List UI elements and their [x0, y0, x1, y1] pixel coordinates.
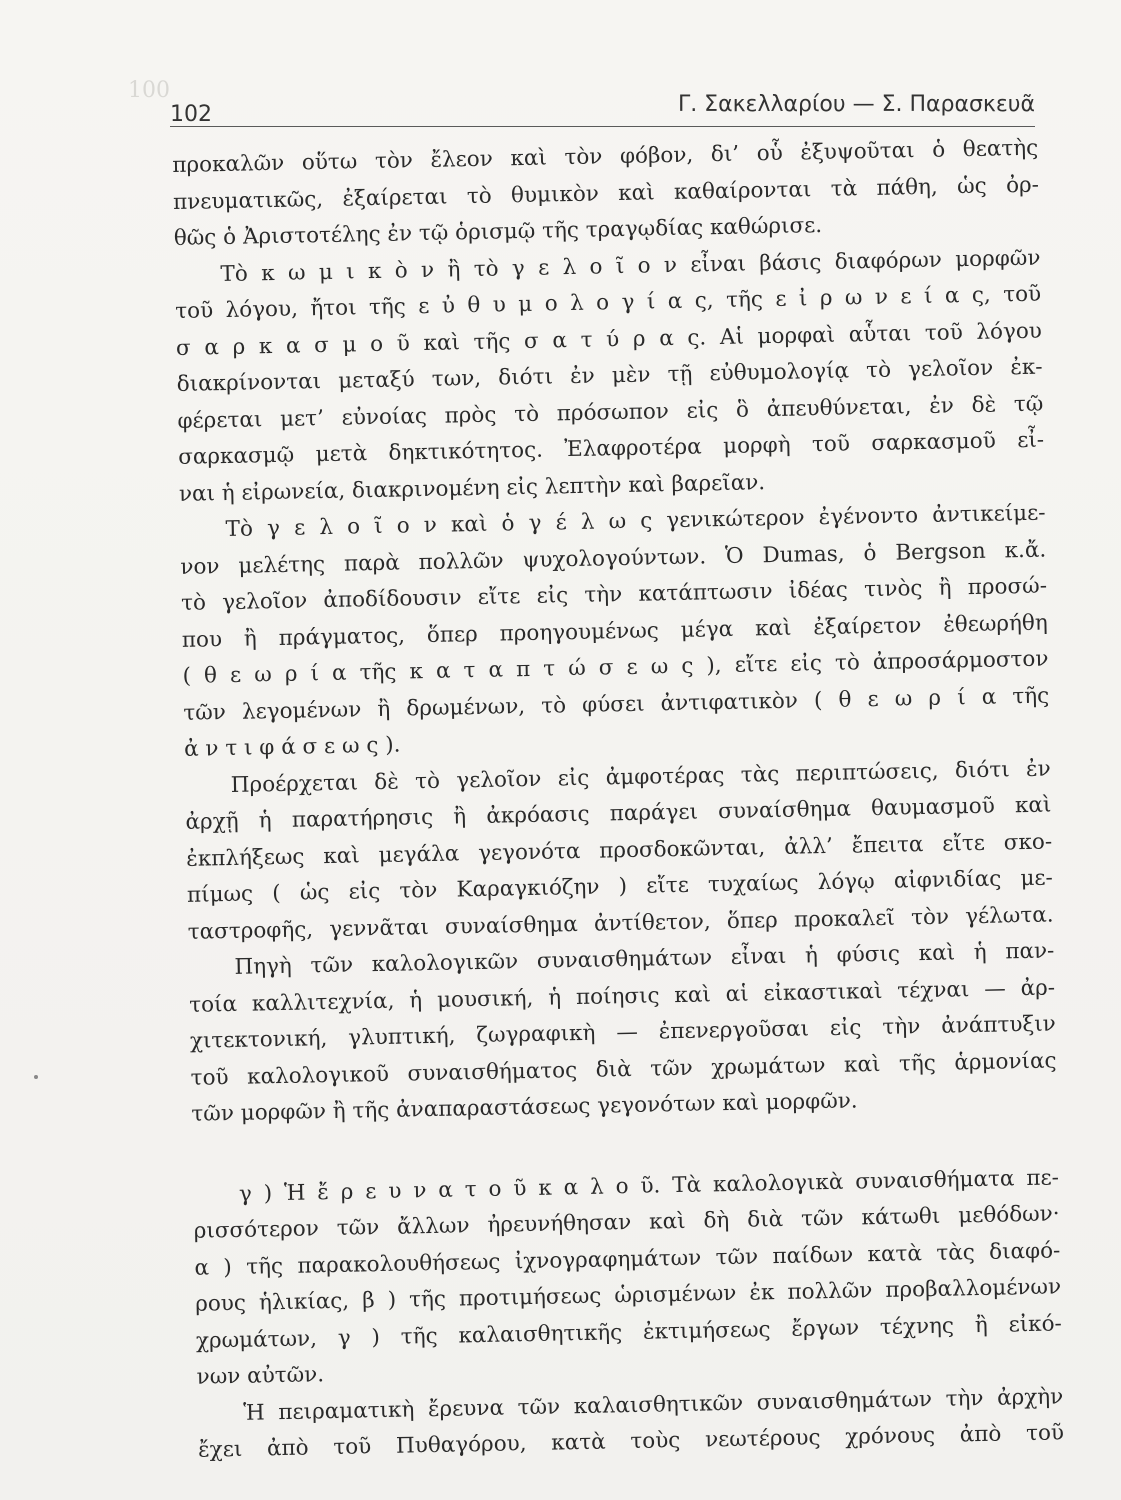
text-line: διακρίνονται μεταξύ των, διότι ἐν μὲν τῇ εὐθυμολογίᾳ τὸ γελοῖον ἐκ- [176, 354, 1043, 397]
text-line: πνευματικῶς, ἐξαίρεται τὸ θυμικὸν καὶ καθαίρονται τὰ πάθη, ὡς ὀρ- [172, 172, 1040, 215]
text-line: τοῦ λόγου, ἤτοι τῆς ε ὐ θ υ μ ο λ ο γ ί α ς, τῆς ε ἰ ρ ω ν ε ί α ς, τοῦ [175, 281, 1042, 324]
page-number: 102 [170, 102, 212, 127]
text-line: προκαλῶν οὕτω τὸν ἔλεον καὶ τὸν φόβον, δι’ οὗ ἐξυψοῦται ὁ θεατὴς [172, 135, 1039, 178]
text-line: Πηγὴ τῶν καλολογικῶν συναισθημάτων εἶναι ἡ φύσις καὶ ἡ παν- [234, 938, 1055, 980]
text-line: που ἢ πράγματος, ὅπερ προηγουμένως μέγα καὶ ἐξαίρετον ἐθεωρήθη [181, 610, 1048, 653]
text-line: νων αὐτῶν. [196, 1362, 325, 1390]
page-header [170, 92, 1035, 127]
text-line: θῶς ὁ Ἀριστοτέλης ἐν τῷ ὁρισμῷ τῆς τραγῳδίας καθώρισε. [173, 212, 823, 251]
section-heading-line: γ ) Ἡ ἔ ρ ε υ ν α τ ο ῦ κ α λ ο ῦ. Τὰ καλολογικὰ συναισθήματα πε- [238, 1164, 1060, 1207]
text-line: τὸ γελοῖον ἀποδίδουσιν εἴτε εἰς τὴν κατάπτωσιν ἰδέας τινὸς ἢ προσώ- [180, 573, 1048, 616]
text-line: Τὸ κ ω μ ι κ ὸ ν ἢ τὸ γ ε λ ο ῖ ο ν εἶναι βάσις διαφόρων μορφῶν [220, 245, 1041, 287]
text-line: ἀ ν τ ι φ ά σ ε ω ς ). [183, 732, 401, 762]
text-line: Προέρχεται δὲ τὸ γελοῖον εἰς ἀμφοτέρας τὰς περιπτώσεις, διότι ἐν [230, 755, 1051, 798]
text-line: ρους ἡλικίας, β ) τῆς προτιμήσεως ὡρισμένων ἐκ πολλῶν προβαλλομένων [194, 1274, 1062, 1317]
text-line: φέρεται μετ’ εὐνοίας πρὸς τὸ πρόσωπον εἰς ὃ ἀπευθύνεται, ἐν δὲ τῷ [177, 391, 1044, 434]
text-line: ( θ ε ω ρ ί α τῆς κ α τ α π τ ώ σ ε ω ς ), εἴτε εἰς τὸ ἀπροσάρμοστον [182, 646, 1049, 689]
text-line: ταστροφῆς, γεννᾶται συναίσθημα ἀντίθετον, ὅπερ προκαλεῖ τὸν γέλωτα. [187, 901, 1054, 945]
text-line: τοῦ καλολογικοῦ συναισθήματος διὰ τῶν χρωμάτων καὶ τῆς ἁρμονίας [190, 1047, 1057, 1091]
text-line: Τὸ γ ε λ ο ῖ ο ν καὶ ὁ γ έ λ ω ς γενικώτερον ἐγένοντο ἀντικείμε- [225, 500, 1046, 542]
running-head: Γ. Σακελλαρίου — Σ. Παρασκευᾶ [677, 92, 1035, 117]
text-line: ἔχει ἀπὸ τοῦ Πυθαγόρου, κατὰ τοὺς νεωτέρους χρόνους ἀπὸ τοῦ [197, 1420, 1065, 1463]
scan-speck [34, 1075, 38, 1079]
body-text [172, 131, 1064, 1470]
text-line: πίμως ( ὡς εἰς τὸν Καραγκιόζην ) εἴτε τυχαίως λόγῳ αἰφνιδίας με- [186, 865, 1054, 908]
text-line: α ) τῆς παρακολουθήσεως ἰχνογραφημάτων τῶν παίδων κατὰ τὰς διαφό- [194, 1237, 1061, 1281]
text-line: νον μελέτης παρὰ πολλῶν ψυχολογούντων. Ὁ Dumas, ὁ Bergson κ.ἄ. [180, 537, 1047, 580]
text-line: ρισσότερον τῶν ἄλλων ἠρευνήθησαν καὶ δὴ διὰ τῶν κάτωθι μεθόδων· [193, 1201, 1060, 1244]
faint-bleedthrough-page-number: 100 [128, 78, 170, 103]
text-line: τοία καλλιτεχνία, ἡ μουσική, ἡ ποίησις καὶ αἱ εἰκαστικαὶ τέχναι — ἀρ- [188, 974, 1056, 1018]
text-line: Ἡ πειραματικὴ ἔρευνα τῶν καλαισθητικῶν συναισθημάτων τὴν ἀρχὴν [243, 1383, 1064, 1426]
text-line: σ α ρ κ α σ μ ο ῦ καὶ τῆς σ α τ ύ ρ α ς. Αἱ μορφαὶ αὗται τοῦ λόγου [175, 318, 1043, 361]
text-line: χιτεκτονική, γλυπτική, ζωγραφικὴ — ἐπενεργοῦσαι εἰς τὴν ἀνάπτυξιν [189, 1011, 1057, 1054]
text-line: τῶν μορφῶν ἢ τῆς ἀναπαραστάσεως γεγονότων καὶ μορφῶν. [191, 1088, 858, 1127]
text-line: ἀρχῇ ἡ παρατήρησις ἢ ἀκρόασις παράγει συναίσθημα θαυμασμοῦ καὶ [185, 792, 1052, 835]
text-line: ναι ἡ εἰρωνεία, διακρινομένη εἰς λεπτὴν καὶ βαρεῖαν. [178, 469, 766, 507]
text-line: χρωμάτων, γ ) τῆς καλαισθητικῆς ἐκτιμήσεως ἔργων τέχνης ἢ εἰκό- [195, 1310, 1063, 1354]
text-line: ἐκπλήξεως καὶ μεγάλα γεγονότα προσδοκῶνται, ἀλλ’ ἔπειτα εἴτε σκο- [186, 828, 1053, 872]
text-line: τῶν λεγομένων ἢ δρωμένων, τὸ φύσει ἀντιφατικὸν ( θ ε ω ρ ί α τῆς [183, 683, 1050, 726]
text-line: σαρκασμῷ μετὰ δηκτικότητος. Ἐλαφροτέρα μορφὴ τοῦ σαρκασμοῦ εἶ- [177, 427, 1045, 470]
